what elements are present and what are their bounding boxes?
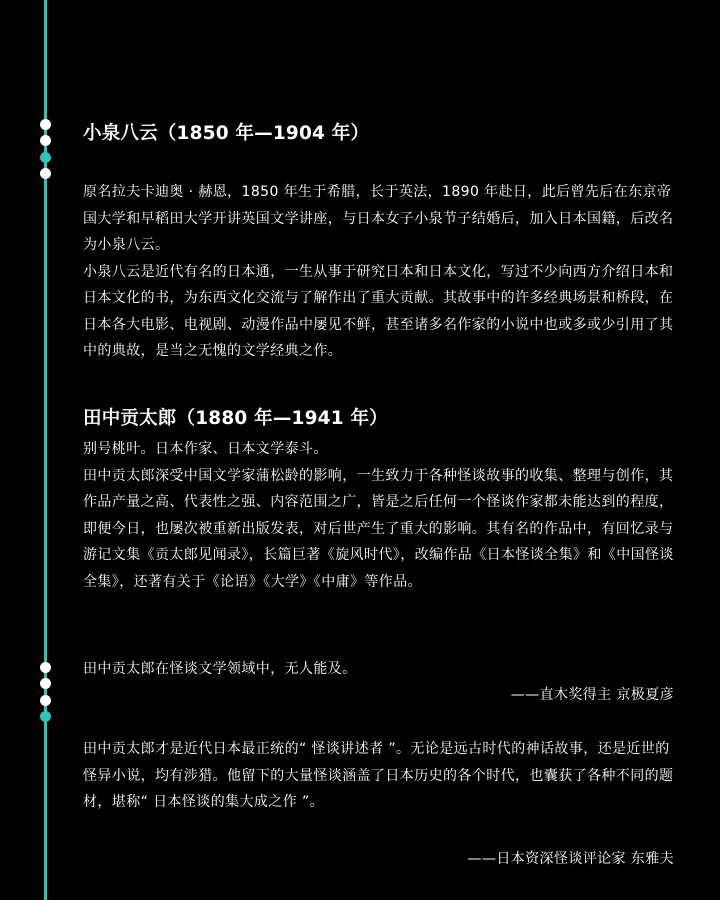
timeline-dot (40, 135, 51, 146)
timeline-dot-accent (40, 152, 51, 163)
paragraph: 小泉八云是近代有名的日本通，一生从事于研究日本和日本文化，写过不少向西方介绍日本和日本文化的书，为东西文化交流与了解作出了重大贡献。其故事中的许多经典场景和桥段，在日本各大电影、电视剧、动漫作品中屡见不鲜，甚至诸多名作家的小说中也或多或少引用了其中的典故，是当之无愧的文学经典之作。 (83, 263, 674, 359)
section-body-tanaka (83, 436, 683, 595)
paragraph: 原名拉夫卡迪奥 · 赫恩，1850 年生于希腊，长于英法，1890 年赴日，此后曾先后在东京帝国大学和早稻田大学开讲英国文学讲座，与日本女子小泉节子结婚后，加入日本国籍，后改名为小泉八云。 (83, 184, 674, 253)
section-title-tanaka: 田中贡太郎（1880 年—1941 年） (83, 408, 388, 429)
paragraph: 田中贡太郎深受中国文学家蒲松龄的影响，一生致力于各种怪谈故事的收集、整理与创作，其作品产量之高、代表性之强、内容范围之广，皆是之后任何一个怪谈作家都未能达到的程度，即便今日，也屡次被重新出版发表，对后世产生了重大的影响。其有名的作品中，有回忆录与游记文集《贡太郎见闻录》，长篇巨著《旋风时代》，改编作品《日本怪谈全集》和《中国怪谈全集》，还著有关于《论语》《大学》《中庸》等作品。 (83, 467, 674, 590)
quote-kyogoku: 田中贡太郎在怪谈文学领域中，无人能及。 (83, 661, 357, 677)
timeline-dot (40, 168, 51, 179)
paragraph: 别号桃叶。日本作家、日本文学泰斗。 (83, 441, 328, 457)
timeline-dot (40, 662, 51, 673)
quote-attribution-kyogoku: ——直木奖得主 京极夏彦 (510, 687, 674, 703)
section-title-koizumi: 小泉八云（1850 年—1904 年） (83, 123, 370, 144)
timeline-dot (40, 119, 51, 130)
section-body-koizumi (83, 179, 683, 365)
timeline-dot-accent (40, 711, 51, 722)
timeline-dot (40, 695, 51, 706)
timeline-dot (40, 678, 51, 689)
quote-attribution-higashi: ——日本资深怪谈评论家 东雅夫 (467, 851, 674, 867)
quote-higashi: 田中贡太郎才是近代日本最正统的“ 怪谈讲述者 ”。无论是远古时代的神话故事，还是近世的怪异小说，均有涉猎。他留下的大量怪谈涵盖了日本历史的各个时代，也囊获了各种不同的题材，堪称“ 日本怪谈的集大成之作 ”。 (83, 741, 674, 810)
